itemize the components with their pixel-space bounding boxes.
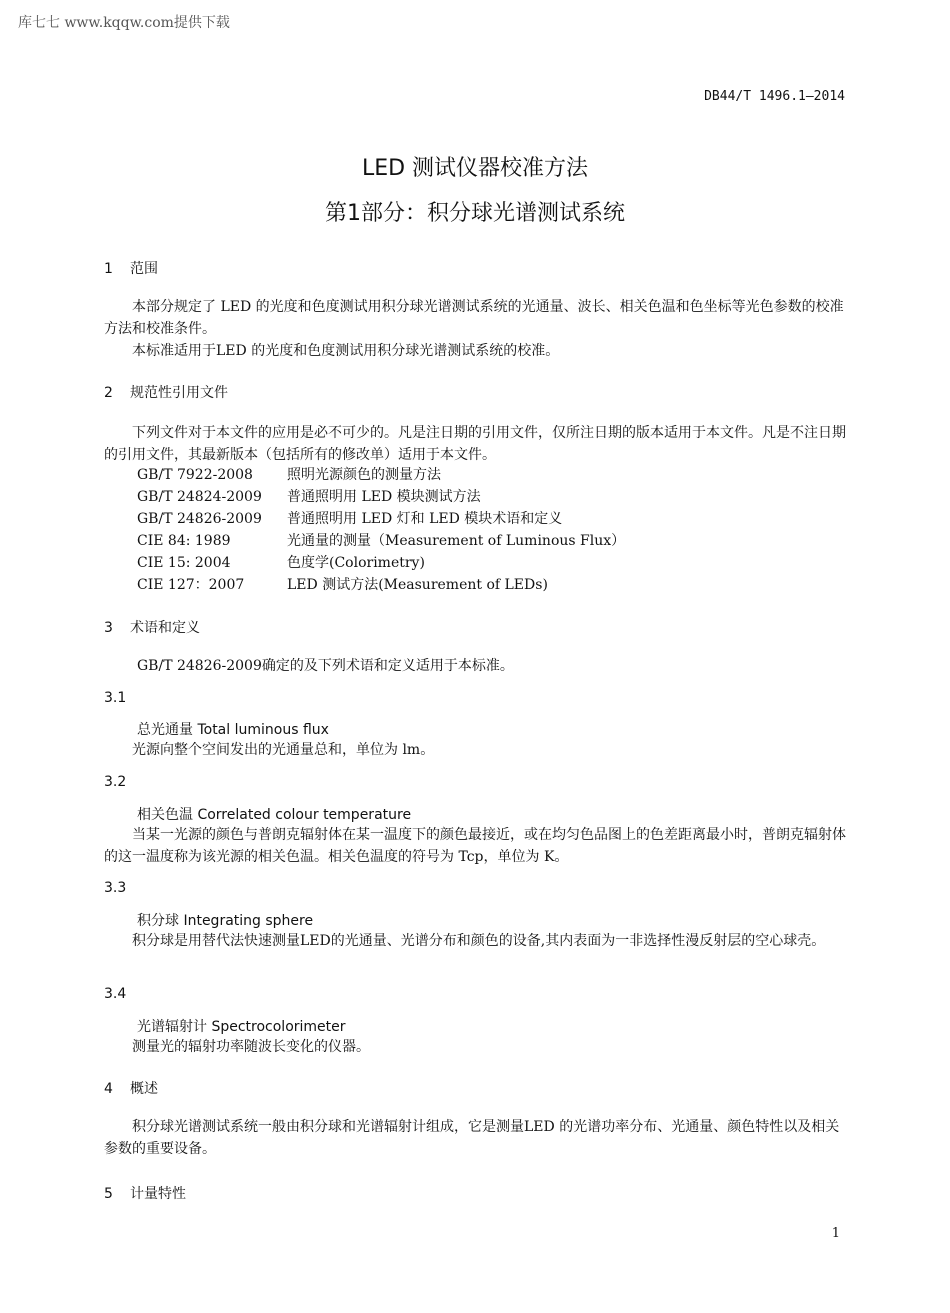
reference-list bbox=[137, 464, 625, 596]
reference-code: GB/T 7922-2008 bbox=[137, 467, 253, 483]
reference-title: LED 测试方法(Measurement of LEDs) bbox=[287, 577, 548, 593]
title-line1: LED 测试仪器校准方法 bbox=[361, 156, 589, 181]
term-number: 3.1 bbox=[104, 690, 127, 706]
section-2-heading bbox=[104, 382, 228, 402]
reference-code: GB/T 24824-2009 bbox=[137, 489, 262, 505]
section-number: 1 bbox=[104, 261, 113, 277]
reference-title: 照明光源颜色的测量方法 bbox=[287, 467, 441, 483]
section-1-paragraph-2: 本标准适用于LED 的光度和色度测试用积分球光谱测试系统的校准。 bbox=[132, 343, 560, 359]
page-number: 1 bbox=[831, 1226, 840, 1241]
section-title: 规范性引用文件 bbox=[130, 385, 228, 401]
term-definition: 测量光的辐射功率随波长变化的仪器。 bbox=[132, 1039, 370, 1055]
section-2-intro: 下列文件对于本文件的应用是必不可少的。凡是注日期的引用文件，仅所注日期的版本适用于本文件。凡是不注日期的引用文件，其最新版本（包括所有的修改单）适用于本文件。 bbox=[104, 425, 846, 463]
reference-title: 普通照明用 LED 灯和 LED 模块术语和定义 bbox=[287, 511, 563, 527]
reference-title: 色度学(Colorimetry) bbox=[287, 555, 425, 571]
section-3-intro: GB/T 24826-2009确定的及下列术语和定义适用于本标准。 bbox=[137, 658, 514, 674]
reference-code: CIE 127：2007 bbox=[137, 577, 245, 593]
reference-item bbox=[137, 574, 625, 596]
section-title: 范围 bbox=[130, 261, 158, 277]
section-3-heading bbox=[104, 617, 200, 637]
section-number: 3 bbox=[104, 620, 113, 636]
doc-number: DB44/T 1496.1—2014 bbox=[704, 89, 845, 104]
section-title: 概述 bbox=[130, 1081, 158, 1097]
term-definition: 当某一光源的颜色与普朗克辐射体在某一温度下的颜色最接近，或在均匀色品图上的色差距离最小时，普朗克辐射体的这一温度称为该光源的相关色温。相关色温度的符号为 Tcp，单位为 K。 bbox=[104, 827, 846, 865]
reference-title: 光通量的测量（Measurement of Luminous Flux） bbox=[287, 533, 626, 549]
section-4-paragraph: 积分球光谱测试系统一般由积分球和光谱辐射计组成，它是测量LED 的光谱功率分布、光通量、颜色特性以及相关参数的重要设备。 bbox=[104, 1119, 840, 1157]
reference-item bbox=[137, 486, 625, 508]
term-name: 总光通量 Total luminous flux bbox=[137, 722, 329, 738]
reference-item bbox=[137, 530, 625, 552]
term-name: 光谱辐射计 Spectrocolorimeter bbox=[137, 1019, 346, 1035]
term-number: 3.2 bbox=[104, 774, 127, 790]
section-4-heading bbox=[104, 1078, 158, 1098]
section-number: 5 bbox=[104, 1186, 113, 1202]
reference-code: GB/T 24826-2009 bbox=[137, 511, 262, 527]
term-definition: 光源向整个空间发出的光通量总和，单位为 lm。 bbox=[132, 742, 435, 758]
term-number: 3.3 bbox=[104, 880, 127, 896]
term-number: 3.4 bbox=[104, 986, 127, 1002]
section-title: 计量特性 bbox=[130, 1186, 186, 1202]
section-number: 4 bbox=[104, 1081, 113, 1097]
section-1-heading bbox=[104, 258, 158, 278]
reference-code: CIE 15: 2004 bbox=[137, 555, 231, 571]
watermark: 库七七 www.kqqw.com提供下载 bbox=[18, 15, 230, 31]
reference-item bbox=[137, 552, 625, 574]
section-5-heading bbox=[104, 1183, 186, 1203]
reference-item bbox=[137, 508, 625, 530]
reference-code: CIE 84: 1989 bbox=[137, 533, 231, 549]
reference-title: 普通照明用 LED 模块测试方法 bbox=[287, 489, 481, 505]
section-1-paragraph-1: 本部分规定了 LED 的光度和色度测试用积分球光谱测试系统的光通量、波长、相关色温和色坐标等光色参数的校准方法和校准条件。 bbox=[104, 299, 844, 337]
term-name: 相关色温 Correlated colour temperature bbox=[137, 807, 412, 823]
section-number: 2 bbox=[104, 385, 113, 401]
term-name: 积分球 Integrating sphere bbox=[137, 913, 314, 929]
reference-item bbox=[137, 464, 625, 486]
term-definition: 积分球是用替代法快速测量LED的光通量、光谱分布和颜色的设备,其内表面为一非选择性漫反射层的空心球壳。 bbox=[132, 933, 826, 949]
section-title: 术语和定义 bbox=[130, 620, 200, 636]
title-line2: 第1部分：积分球光谱测试系统 bbox=[325, 201, 625, 226]
